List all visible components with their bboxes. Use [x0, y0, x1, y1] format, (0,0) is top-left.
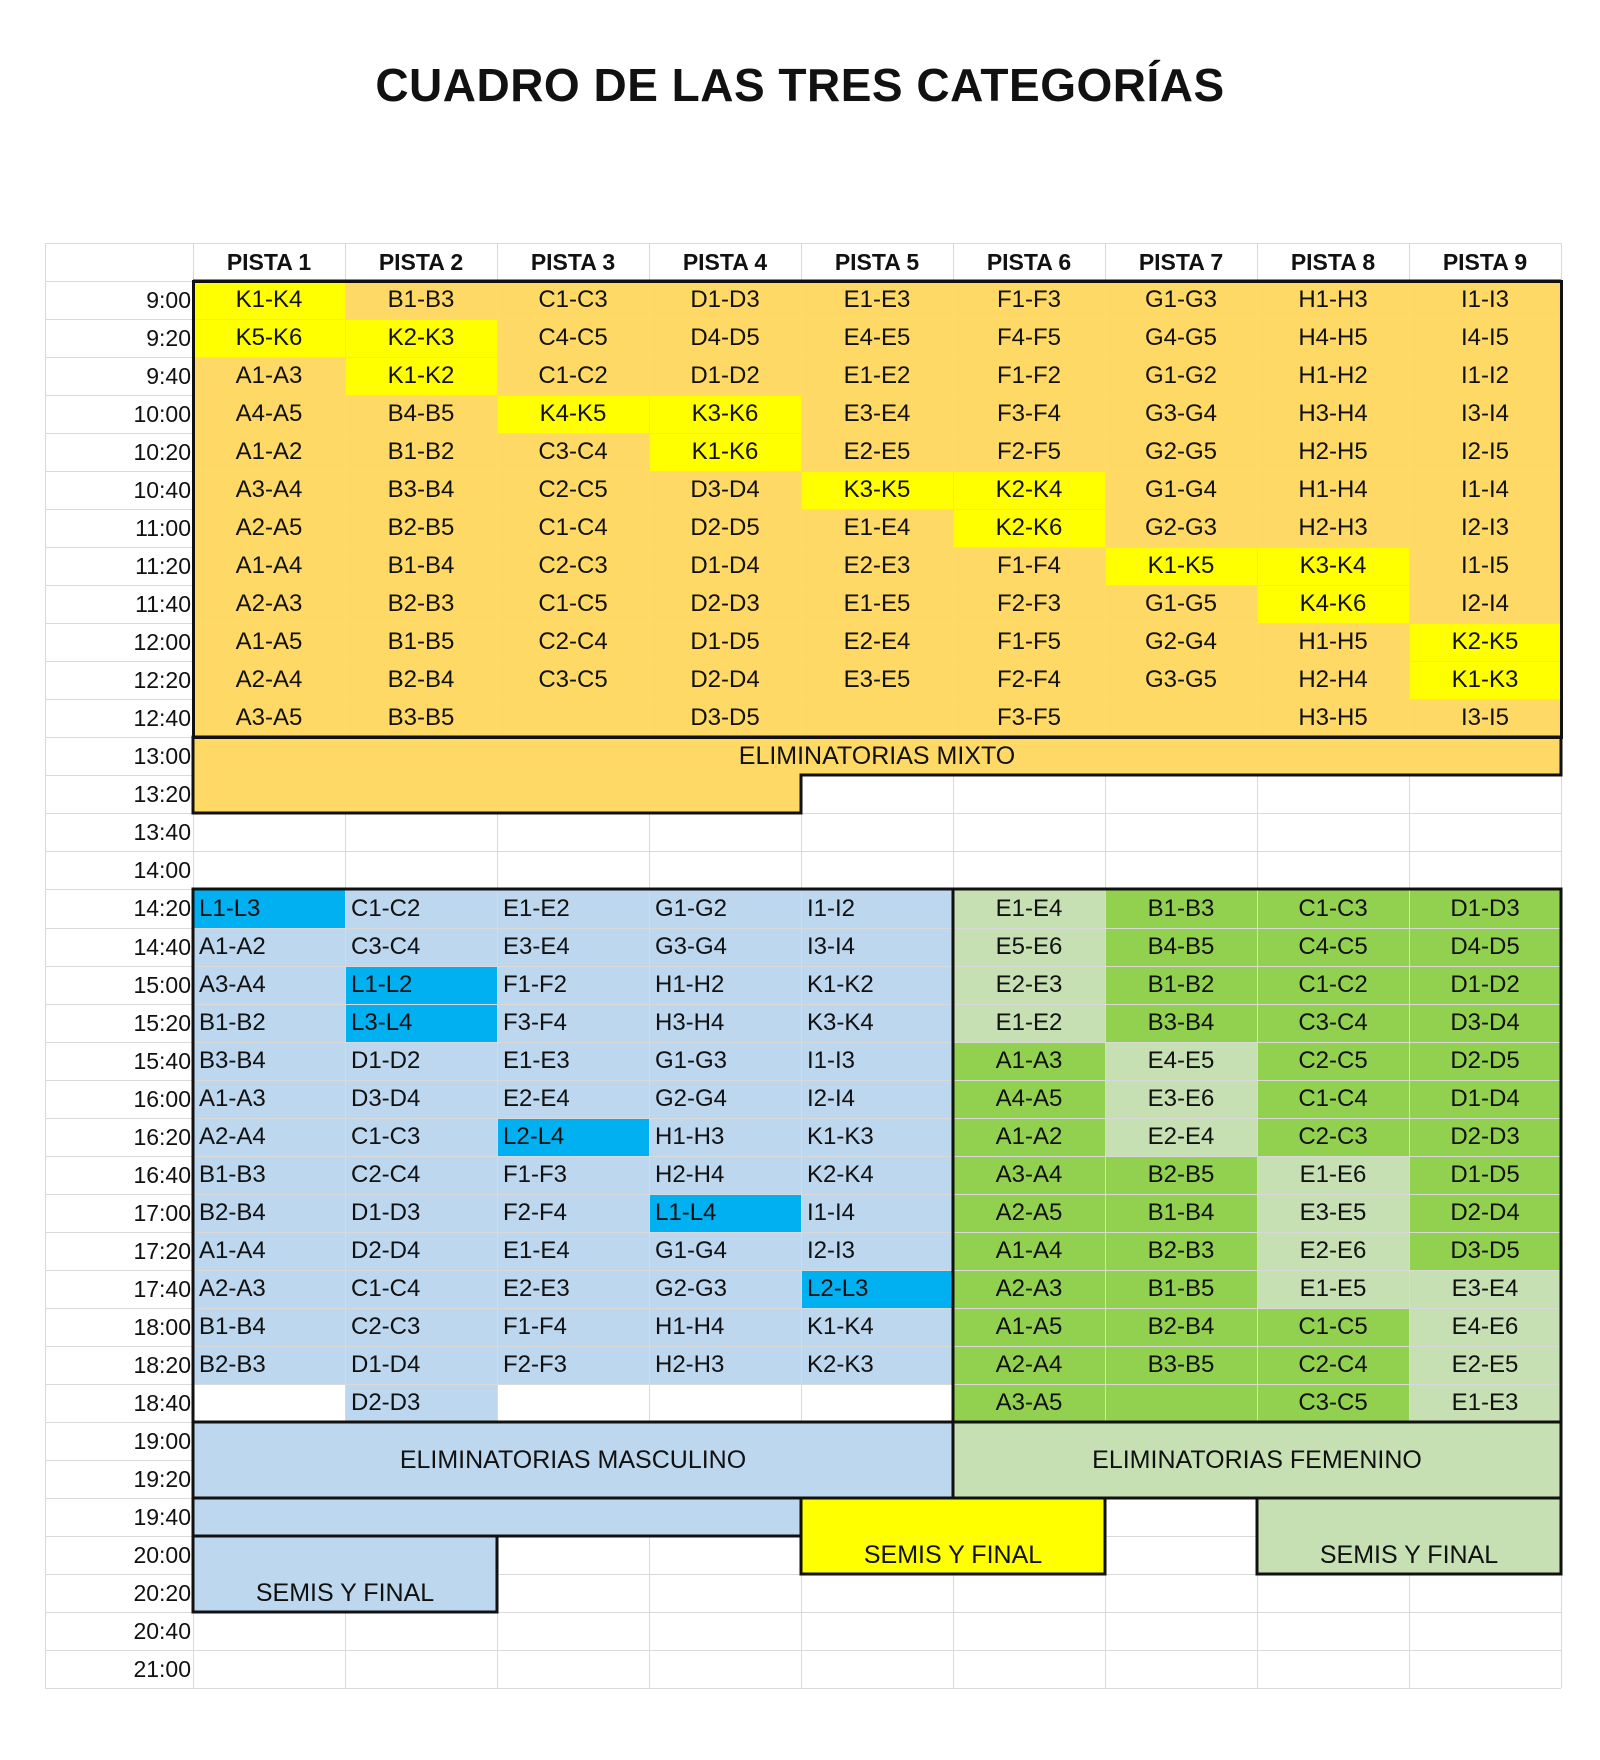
- masculino-border: [193, 889, 953, 1422]
- match-cell-masculino: K3-K4: [807, 1009, 874, 1036]
- eliminatorias-femenino-label: ELIMINATORIAS FEMENINO: [1092, 1445, 1422, 1474]
- match-cell-masculino: D1-D3: [351, 1199, 421, 1226]
- match-cell-mixto: B2-B4: [387, 666, 455, 693]
- match-cell-femenino: B2-B5: [1147, 1161, 1215, 1188]
- match-cell-femenino: A2-A5: [995, 1199, 1063, 1226]
- match-cell-mixto: B3-B4: [387, 476, 455, 503]
- match-cell-femenino: D3-D5: [1450, 1237, 1520, 1264]
- match-cell-mixto: K2-K6: [995, 514, 1063, 541]
- match-cell-masculino: C1-C4: [351, 1275, 421, 1302]
- match-cell-mixto: K3-K4: [1299, 552, 1367, 579]
- match-cell-mixto: G2-G5: [1144, 438, 1218, 465]
- femenino-elim-border: [953, 1422, 1561, 1498]
- match-cell-mixto: C1-C2: [538, 362, 608, 389]
- match-cell-masculino: D2-D3: [351, 1389, 421, 1416]
- match-cell-mixto: A3-A4: [235, 476, 303, 503]
- match-cell-femenino: D4-D5: [1450, 933, 1520, 960]
- time-label: 18:40: [133, 1389, 191, 1416]
- match-cell-mixto: I2-I5: [1460, 438, 1510, 465]
- eliminatorias-masculino-label: ELIMINATORIAS MASCULINO: [399, 1445, 747, 1474]
- time-label: 10:40: [133, 476, 191, 503]
- match-cell-femenino: A2-A4: [995, 1351, 1063, 1378]
- match-cell-femenino: B1-B2: [1147, 971, 1215, 998]
- match-cell-mixto: H2-H4: [1298, 666, 1368, 693]
- match-cell-mixto: D3-D4: [690, 476, 760, 503]
- match-cell-mixto: D3-D5: [690, 704, 760, 731]
- match-cell-mixto: A1-A2: [235, 438, 303, 465]
- match-cell-mixto: A1-A3: [235, 362, 303, 389]
- match-cell-masculino: G1-G3: [655, 1047, 728, 1074]
- match-cell-femenino: E1-E2: [995, 1009, 1063, 1036]
- match-cell-mixto: K3-K5: [843, 476, 911, 503]
- match-cell-mixto: D1-D3: [690, 286, 760, 313]
- match-cell-mixto: C3-C5: [538, 666, 608, 693]
- match-cell-masculino: F1-F2: [503, 971, 568, 998]
- time-label: 14:20: [133, 895, 191, 921]
- match-cell-mixto: I1-I4: [1460, 476, 1510, 503]
- match-cell-mixto: I3-I5: [1460, 704, 1510, 731]
- match-cell-mixto: A2-A4: [235, 666, 303, 693]
- match-cell-masculino: H2-H3: [655, 1351, 725, 1378]
- match-cell-mixto: G3-G4: [1144, 400, 1218, 427]
- match-cell-mixto: F4-F5: [996, 324, 1061, 351]
- match-cell-mixto: B4-B5: [387, 400, 455, 427]
- match-cell-mixto: F1-F4: [996, 552, 1061, 579]
- match-cell-masculino: G1-G4: [655, 1237, 728, 1264]
- match-cell-masculino: C1-C3: [351, 1123, 421, 1150]
- match-cell-masculino: E1-E2: [503, 894, 570, 922]
- match-cell-femenino: D1-D4: [1450, 1085, 1520, 1112]
- match-cell-mixto: B1-B5: [387, 628, 455, 655]
- match-cell-mixto: K1-K5: [1147, 552, 1215, 579]
- time-label: 13:20: [133, 780, 191, 807]
- match-cell-mixto: F3-F4: [996, 400, 1061, 427]
- match-cell-mixto: G1-G2: [1144, 362, 1218, 389]
- match-cell-femenino: A2-A3: [995, 1275, 1063, 1302]
- time-label: 14:40: [133, 933, 191, 960]
- match-cell-mixto: B1-B4: [387, 552, 455, 579]
- match-cell-femenino: D1-D5: [1450, 1161, 1520, 1188]
- match-cell-femenino: C3-C5: [1298, 1389, 1368, 1416]
- match-cell-mixto: A1-A4: [235, 552, 303, 579]
- court-header-8: PISTA 8: [1290, 248, 1376, 275]
- match-cell-mixto: K1-K6: [691, 438, 759, 465]
- match-cell-femenino: A3-A5: [995, 1389, 1063, 1416]
- masculino-elim-row-border: [193, 1498, 801, 1536]
- match-cell-femenino: E1-E3: [1451, 1389, 1519, 1416]
- match-cell-masculino: L1-L3: [199, 894, 261, 922]
- match-cell-femenino: C2-C5: [1298, 1047, 1368, 1074]
- match-cell-femenino: D1-D3: [1450, 894, 1520, 922]
- match-cell-mixto: K4-K5: [539, 400, 607, 427]
- match-cell-femenino: A4-A5: [995, 1085, 1063, 1112]
- time-label: 20:00: [133, 1541, 191, 1568]
- match-cell-mixto: D2-D5: [690, 514, 760, 541]
- match-cell-masculino: I2-I4: [807, 1085, 856, 1112]
- match-cell-mixto: F2-F3: [996, 590, 1061, 617]
- match-cell-mixto: E1-E5: [843, 590, 911, 617]
- match-cell-mixto: D2-D4: [690, 666, 760, 693]
- match-cell-masculino: F3-F4: [503, 1009, 568, 1036]
- match-cell-femenino: A1-A3: [995, 1047, 1063, 1074]
- match-cell-femenino: A3-A4: [995, 1161, 1063, 1188]
- mixto-semis-border: [801, 1498, 1105, 1574]
- match-cell-mixto: H4-H5: [1298, 324, 1368, 351]
- match-cell-mixto: K2-K3: [387, 324, 455, 351]
- match-cell-mixto: H3-H4: [1298, 400, 1368, 427]
- match-cell-masculino: F2-F3: [503, 1351, 568, 1378]
- match-cell-femenino: B3-B4: [1147, 1009, 1215, 1036]
- match-cell-mixto: K2-K4: [995, 476, 1063, 503]
- masculino-elim-border: [193, 1422, 953, 1498]
- match-cell-mixto: C1-C3: [538, 286, 608, 313]
- match-cell-mixto: K3-K6: [691, 400, 759, 427]
- court-header-5: PISTA 5: [834, 248, 920, 275]
- match-cell-masculino: B3-B4: [199, 1047, 266, 1074]
- match-cell-mixto: B2-B3: [387, 590, 455, 617]
- match-cell-mixto: F2-F5: [996, 438, 1061, 465]
- match-cell-masculino: A1-A2: [199, 933, 266, 960]
- match-cell-masculino: A2-A3: [199, 1275, 266, 1302]
- match-cell-masculino: B1-B3: [199, 1161, 266, 1188]
- match-cell-femenino: E2-E6: [1299, 1237, 1367, 1264]
- match-cell-mixto: E2-E4: [843, 628, 911, 655]
- time-label: 21:00: [133, 1655, 191, 1682]
- time-label: 13:00: [133, 742, 191, 769]
- match-cell-masculino: A1-A3: [199, 1085, 266, 1112]
- match-cell-masculino: B2-B3: [199, 1351, 266, 1378]
- match-cell-masculino: D1-D2: [351, 1047, 421, 1074]
- court-header-9: PISTA 9: [1442, 248, 1528, 275]
- femenino-semis-border: [1257, 1498, 1561, 1574]
- match-cell-mixto: I2-I4: [1460, 590, 1510, 617]
- match-cell-masculino: C2-C3: [351, 1313, 421, 1340]
- match-cell-femenino: E2-E4: [1147, 1123, 1215, 1150]
- match-cell-masculino: C2-C4: [351, 1161, 421, 1188]
- time-label: 9:20: [146, 324, 191, 351]
- masculino-semis-border: [193, 1536, 497, 1612]
- match-cell-masculino: E2-E3: [503, 1275, 570, 1302]
- match-cell-femenino: C1-C2: [1298, 971, 1368, 998]
- match-cell-masculino: A2-A4: [199, 1123, 266, 1150]
- match-cell-femenino: E1-E5: [1299, 1275, 1367, 1302]
- match-cell-mixto: D1-D2: [690, 362, 760, 389]
- time-label: 13:40: [133, 818, 191, 845]
- match-cell-femenino: B4-B5: [1147, 933, 1215, 960]
- match-cell-femenino: D1-D2: [1450, 971, 1520, 998]
- time-label: 9:40: [146, 362, 191, 389]
- match-cell-femenino: B1-B3: [1147, 894, 1215, 922]
- match-cell-masculino: L2-L3: [807, 1275, 869, 1302]
- match-cell-mixto: I1-I3: [1460, 286, 1510, 313]
- match-cell-femenino: E4-E6: [1451, 1313, 1519, 1340]
- match-cell-mixto: I2-I3: [1460, 514, 1510, 541]
- match-cell-mixto: G1-G4: [1144, 476, 1218, 503]
- semis-femenino-label: SEMIS Y FINAL: [1319, 1541, 1499, 1569]
- time-label: 15:40: [133, 1047, 191, 1074]
- match-cell-masculino: I1-I4: [807, 1199, 856, 1226]
- match-cell-masculino: L1-L4: [655, 1199, 717, 1226]
- match-cell-masculino: I1-I2: [807, 894, 856, 922]
- match-cell-mixto: K1-K2: [387, 362, 455, 389]
- match-cell-mixto: D4-D5: [690, 324, 760, 351]
- match-cell-mixto: B1-B3: [387, 286, 455, 313]
- match-cell-mixto: G2-G4: [1144, 628, 1218, 655]
- match-cell-femenino: E2-E3: [995, 971, 1063, 998]
- match-cell-mixto: C2-C4: [538, 628, 608, 655]
- time-label: 10:00: [133, 400, 191, 427]
- match-cell-masculino: I3-I4: [807, 933, 856, 960]
- match-cell-femenino: D2-D3: [1450, 1123, 1520, 1150]
- match-cell-femenino: E5-E6: [995, 933, 1063, 960]
- match-cell-mixto: H1-H4: [1298, 476, 1368, 503]
- match-cell-mixto: E1-E2: [843, 362, 911, 389]
- match-cell-masculino: G3-G4: [655, 933, 728, 960]
- match-cell-masculino: K1-K3: [807, 1123, 874, 1150]
- match-cell-mixto: I4-I5: [1460, 324, 1510, 351]
- match-cell-masculino: K2-K3: [807, 1351, 874, 1378]
- match-cell-masculino: G2-G3: [655, 1275, 728, 1302]
- match-cell-masculino: H1-H4: [655, 1313, 725, 1340]
- semis-mixto-label: SEMIS Y FINAL: [863, 1541, 1043, 1569]
- time-label: 11:40: [135, 590, 191, 617]
- match-cell-masculino: F1-F3: [503, 1161, 568, 1188]
- time-label: 16:40: [133, 1161, 191, 1188]
- match-cell-mixto: I1-I2: [1460, 362, 1510, 389]
- match-cell-femenino: E3-E5: [1299, 1199, 1367, 1226]
- match-cell-mixto: G3-G5: [1144, 666, 1218, 693]
- match-cell-mixto: F2-F4: [996, 666, 1061, 693]
- match-cell-mixto: K4-K6: [1299, 590, 1367, 617]
- match-cell-mixto: K2-K5: [1451, 628, 1519, 655]
- match-cell-mixto: K5-K6: [235, 324, 303, 351]
- match-cell-mixto: A4-A5: [235, 400, 303, 427]
- eliminatorias-mixto-label: ELIMINATORIAS MIXTO: [738, 741, 1016, 770]
- match-cell-femenino: E3-E4: [1451, 1275, 1519, 1302]
- match-cell-mixto: F1-F5: [996, 628, 1061, 655]
- match-cell-femenino: C1-C4: [1298, 1085, 1368, 1112]
- match-cell-mixto: B2-B5: [387, 514, 455, 541]
- match-cell-masculino: C3-C4: [351, 933, 421, 960]
- match-cell-mixto: A2-A3: [235, 590, 303, 617]
- time-label: 19:00: [133, 1427, 191, 1454]
- match-cell-femenino: C1-C3: [1298, 894, 1368, 922]
- match-cell-mixto: D2-D3: [690, 590, 760, 617]
- match-cell-mixto: I1-I5: [1460, 552, 1510, 579]
- match-cell-mixto: C2-C5: [538, 476, 608, 503]
- match-cell-masculino: E1-E4: [503, 1237, 570, 1264]
- match-cell-mixto: H1-H3: [1298, 286, 1368, 313]
- court-header-3: PISTA 3: [530, 248, 616, 275]
- match-cell-mixto: H2-H3: [1298, 514, 1368, 541]
- match-cell-mixto: E2-E5: [843, 438, 911, 465]
- match-cell-mixto: G2-G3: [1144, 514, 1218, 541]
- page-title: CUADRO DE LAS TRES CATEGORÍAS: [375, 59, 1225, 111]
- match-cell-mixto: H1-H5: [1298, 628, 1368, 655]
- match-cell-mixto: F1-F2: [996, 362, 1061, 389]
- time-label: 15:00: [133, 971, 191, 998]
- match-cell-masculino: I1-I3: [807, 1047, 856, 1074]
- time-label: 18:00: [133, 1313, 191, 1340]
- match-cell-mixto: C2-C3: [538, 552, 608, 579]
- match-cell-femenino: C4-C5: [1298, 933, 1368, 960]
- match-cell-masculino: F1-F4: [503, 1313, 568, 1340]
- time-label: 14:00: [133, 856, 191, 883]
- match-cell-masculino: E3-E4: [503, 933, 570, 960]
- match-cell-femenino: B2-B3: [1147, 1237, 1215, 1264]
- match-cell-mixto: E1-E3: [843, 286, 911, 313]
- match-cell-masculino: K2-K4: [807, 1161, 874, 1188]
- time-label: 9:00: [146, 286, 191, 313]
- match-cell-masculino: K1-K4: [807, 1313, 874, 1340]
- match-cell-mixto: G1-G5: [1144, 590, 1218, 617]
- match-cell-masculino: E1-E3: [503, 1047, 570, 1074]
- court-header-1: PISTA 1: [226, 248, 312, 275]
- match-cell-femenino: A1-A5: [995, 1313, 1063, 1340]
- match-cell-masculino: L3-L4: [351, 1009, 413, 1036]
- court-header-4: PISTA 4: [682, 248, 768, 275]
- time-label: 18:20: [133, 1351, 191, 1378]
- match-cell-femenino: E1-E6: [1299, 1161, 1367, 1188]
- match-cell-femenino: A1-A4: [995, 1237, 1063, 1264]
- match-cell-mixto: E3-E4: [843, 400, 911, 427]
- match-cell-femenino: B1-B5: [1147, 1275, 1215, 1302]
- match-cell-mixto: E3-E5: [843, 666, 911, 693]
- match-cell-masculino: C1-C2: [351, 894, 421, 922]
- match-cell-mixto: I3-I4: [1460, 400, 1510, 427]
- time-label: 11:20: [135, 552, 191, 579]
- match-cell-mixto: D1-D5: [690, 628, 760, 655]
- match-cell-mixto: H1-H2: [1298, 362, 1368, 389]
- match-cell-masculino: D3-D4: [351, 1085, 421, 1112]
- match-cell-femenino: D3-D4: [1450, 1009, 1520, 1036]
- time-label: 12:40: [133, 704, 191, 731]
- match-cell-mixto: A1-A5: [235, 628, 303, 655]
- time-label: 19:20: [133, 1465, 191, 1492]
- match-cell-mixto: E2-E3: [843, 552, 911, 579]
- match-cell-femenino: E4-E5: [1147, 1047, 1215, 1074]
- match-cell-mixto: C1-C4: [538, 514, 608, 541]
- match-cell-mixto: E4-E5: [843, 324, 911, 351]
- match-cell-femenino: C2-C4: [1298, 1351, 1368, 1378]
- time-label: 20:40: [133, 1617, 191, 1644]
- match-cell-masculino: G2-G4: [655, 1085, 728, 1112]
- match-cell-mixto: H2-H5: [1298, 438, 1368, 465]
- match-cell-femenino: D2-D5: [1450, 1047, 1520, 1074]
- match-cell-masculino: I2-I3: [807, 1237, 856, 1264]
- match-cell-masculino: A1-A4: [199, 1237, 266, 1264]
- match-cell-masculino: K1-K2: [807, 971, 874, 998]
- time-label: 19:40: [133, 1503, 191, 1530]
- time-label: 17:00: [133, 1199, 191, 1226]
- match-cell-mixto: B3-B5: [387, 704, 455, 731]
- time-label: 15:20: [133, 1009, 191, 1036]
- match-cell-masculino: H1-H3: [655, 1123, 725, 1150]
- match-cell-femenino: E2-E5: [1451, 1351, 1519, 1378]
- match-cell-mixto: A3-A5: [235, 704, 303, 731]
- match-cell-masculino: D1-D4: [351, 1351, 421, 1378]
- match-cell-mixto: D1-D4: [690, 552, 760, 579]
- match-cell-femenino: B1-B4: [1147, 1199, 1215, 1226]
- match-cell-masculino: L2-L4: [503, 1123, 565, 1150]
- time-label: 16:20: [133, 1123, 191, 1150]
- court-header-6: PISTA 6: [986, 248, 1072, 275]
- match-cell-mixto: G4-G5: [1144, 324, 1218, 351]
- match-cell-masculino: E2-E4: [503, 1085, 570, 1112]
- match-cell-masculino: B1-B2: [199, 1009, 266, 1036]
- match-cell-mixto: G1-G3: [1144, 286, 1218, 313]
- time-label: 10:20: [133, 438, 191, 465]
- femenino-border: [953, 889, 1561, 1422]
- court-header-7: PISTA 7: [1138, 248, 1224, 275]
- semis-masculino-label: SEMIS Y FINAL: [255, 1579, 435, 1607]
- match-cell-masculino: B1-B4: [199, 1313, 266, 1340]
- court-header-2: PISTA 2: [378, 248, 464, 275]
- time-label: 12:20: [133, 666, 191, 693]
- match-cell-masculino: H3-H4: [655, 1009, 725, 1036]
- match-cell-masculino: H1-H2: [655, 971, 725, 998]
- match-cell-mixto: C3-C4: [538, 438, 608, 465]
- match-cell-mixto: B1-B2: [387, 438, 455, 465]
- match-cell-mixto: K1-K4: [235, 286, 303, 313]
- mixto-elim-border: [193, 737, 1561, 813]
- match-cell-femenino: C2-C3: [1298, 1123, 1368, 1150]
- time-label: 20:20: [133, 1579, 191, 1606]
- match-cell-mixto: C4-C5: [538, 324, 608, 351]
- match-cell-mixto: F3-F5: [996, 704, 1061, 731]
- match-cell-femenino: B3-B5: [1147, 1351, 1215, 1378]
- match-cell-femenino: C3-C4: [1298, 1009, 1368, 1036]
- match-cell-masculino: F2-F4: [503, 1199, 568, 1226]
- match-cell-mixto: E1-E4: [843, 514, 911, 541]
- match-cell-femenino: D2-D4: [1450, 1199, 1520, 1226]
- match-cell-masculino: G1-G2: [655, 894, 728, 922]
- match-cell-mixto: H3-H5: [1298, 704, 1368, 731]
- match-cell-mixto: A2-A5: [235, 514, 303, 541]
- match-cell-femenino: A1-A2: [995, 1123, 1063, 1150]
- match-cell-masculino: L1-L2: [351, 971, 413, 998]
- time-label: 16:00: [133, 1085, 191, 1112]
- match-cell-mixto: K1-K3: [1451, 666, 1519, 693]
- match-cell-mixto: F1-F3: [996, 286, 1061, 313]
- match-cell-femenino: E1-E4: [995, 894, 1063, 922]
- match-cell-mixto: C1-C5: [538, 590, 608, 617]
- match-cell-femenino: C1-C5: [1298, 1313, 1368, 1340]
- match-cell-masculino: H2-H4: [655, 1161, 725, 1188]
- time-label: 12:00: [133, 628, 191, 655]
- time-label: 17:40: [133, 1275, 191, 1302]
- match-cell-masculino: B2-B4: [199, 1199, 266, 1226]
- time-label: 11:00: [135, 514, 191, 541]
- match-cell-femenino: B2-B4: [1147, 1313, 1215, 1340]
- match-cell-femenino: E3-E6: [1147, 1085, 1215, 1112]
- time-label: 17:20: [133, 1237, 191, 1264]
- match-cell-masculino: D2-D4: [351, 1237, 421, 1264]
- match-cell-masculino: A3-A4: [199, 971, 266, 998]
